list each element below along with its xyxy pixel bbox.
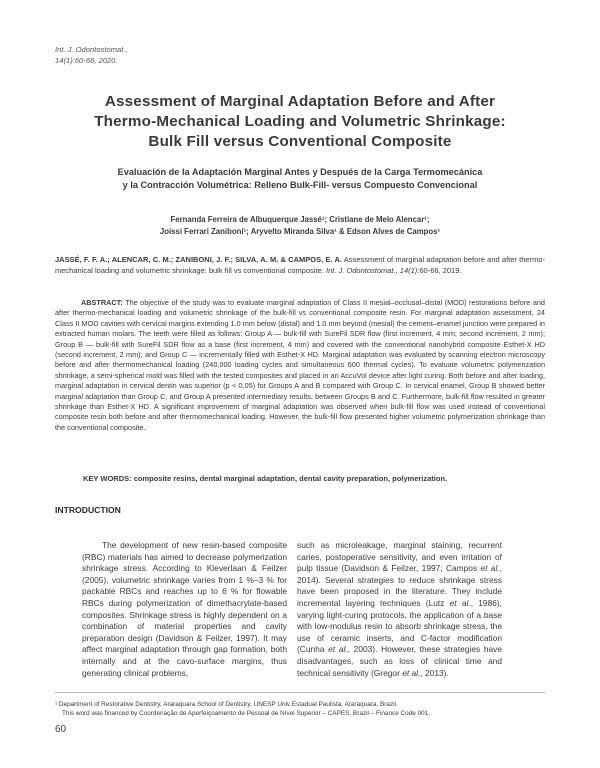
spanish-title-line-1: Evaluación de la Adaptación Marginal Antes y Después de la Carga Termomecánica [117,167,483,177]
keywords-text: composite resins, dental marginal adaptation, dental cavity preparation, polymerization. [131,474,448,483]
citation-authors: JASSÉ, F. F. A.; ALENCAR, C. M.; ZANIBONI, J. F.; SILVA, A. M. & CAMPOS, E. A. [55,255,342,264]
journal-reference [55,44,128,66]
authors-line-1: Fernanda Ferreira de Albuquerque Jassé¹; Cristiane de Melo Alencar¹; [170,215,430,224]
spanish-title [80,166,520,192]
section-heading-introduction: INTRODUCTION [55,505,121,515]
title-line-3: Bulk Fill versus Conventional Composite [148,133,452,150]
introduction-right-column [297,540,502,679]
author-list [100,214,500,238]
article-title [60,92,540,152]
et-al-3: et al. [328,644,348,655]
title-line-2: Thermo-Mechanical Loading and Volumetric Shrinkage: [94,113,506,130]
abstract-label: ABSTRACT: [81,298,123,307]
citation [55,254,545,276]
keywords [55,473,545,484]
citation-pages: :60-66, 2019. [417,266,462,275]
intro-right-text-c: , 1986), varying light-curing protocols, the application of a base with low-modulus resin to absorb shrinkage stress, the use of ceramic inserts, and C-factor modification (Cunha [297,597,502,655]
footnote-affiliation: ¹ Department of Restorative Dentistry, Araraquara School of Dentistry, UNESP Univ Estadual Paulista, Araraquara, Brazil. [55,701,398,708]
et-al-4: et al. [402,667,421,678]
footnote-funding: This word was financed by Coordenação de Aperfeiçoamento de Pessoal de Nível Superior – CAPES, Brazil – Finance Code 001. [62,710,431,717]
abstract [55,298,545,433]
keywords-label: KEY WORDS: [83,474,132,483]
intro-right-text-b: , 2014). Several strategies to reduce shrinkage stress have been proposed in the literature. They include incremental layering techniques (Lutz [297,563,502,608]
citation-text: Assessment of marginal adaptation before and after thermo-mechanical loading and volumetric shrinkage: bulk fill vs conventional composite. [55,255,545,275]
et-al-1: et al. [480,563,500,574]
authors-line-2: Joissi Ferrari Zaniboni¹; Aryvelto Miranda Silva¹ & Edson Alves de Campos¹ [159,227,441,236]
citation-journal: Int. J. Odontostomat., 14(1) [325,266,418,275]
intro-right-text-e: , 2013). [420,667,449,678]
spanish-title-line-2: y la Contracción Volumétrica: Relleno Bulk-Fill- versus Compuesto Convencional [122,180,478,190]
introduction-left-column: The development of new resin-based composite (RBC) materials has aimed to decrease polymerization shrinkage stress. According to Kleverlaan & Feilzer (2005), volumetric shrinkage varies from 1 %–3 % for packable RBCs and reaches up to 6 % for flowable RBCs during polymerization of dimethacrylate-based composites. Shrinkage stress is highly dependent on a combination of material properties and cavity preparation design (Davidson & Feilzer, 1997). It may affect marginal adaptation through gap formation, both internally and at the cavo-surface margins, thus generating clinical problems, [82,540,287,678]
abstract-text: The objective of the study was to evaluate marginal adaptation of Class II mesial–occlusal–distal (MOD) restorations before and after thermo-mechanical loading and volumetric shrinkage of the bulk-fill vs conventional composite resin. For marginal adaptation assessment, 24 Class II MOD cavities with cervical margins extending 1.0 mm below (distal) and 1.0 mm beyond (mesial) the cement–enamel junction were prepared in extracted human molars. The teeth were filled as follows: Group A — bulk-fill with SureFil SDR flow (first increment, 4 mm; second increment, 2 mm); Group B — bulk-fill with SureFil SDR flow as a base (first increment, 4 mm) and covered with the conventional nanohybrid composite Esthet-X HD (second increment, 2 mm); and Group C — incrementally filled with Esthet-X HD. Marginal adaptation was evaluated by scanning electron microscopy before and after thermomechanical loading (240,000 loading cycles and simultaneous 600 thermal cycles). To evaluate volumetric polymerization shrinkage, a semi-spherical mold was filled with the tested composites and placed in an AccuVol device after light curing. Both before and after loading, marginal adaptation in cervical dentin was superior (p < 0.05) for Groups A and B compared with Group C. In cervical enamel, Group B showed better marginal adaptation than Group C, and Group A presented intermediary results, between Groups B and C. Furthermore, bulk-fill flow resulted in greater shrinkage than Esthet-X HD. A significant improvement of marginal adaptation was observed when bulk-fill flow was used instead of conventional composite resin both before and after thermomechanical loading. However, the bulk-fill flow presented higher volumetric polymerization shrinkage than the conventional composite. [55,298,545,432]
journal-name: Int. J. Odontostomat., [55,45,128,54]
et-al-2: et al. [449,597,471,608]
intro-right-text-d: , 2003). However, these strategies have disadvantages, such as loss of clinical time and technical sensitivity (Gregor [297,644,502,678]
title-line-1: Assessment of Marginal Adaptation Before and After [104,93,496,110]
footnote-divider [55,692,545,693]
intro-right-text-a: such as microleakage, marginal staining, recurrent caries, postoperative sensitivity, and even irritation of pulp tissue (Davidson & Feilzer, 1997; Campos [297,540,502,574]
page-number: 60 [55,724,67,735]
journal-issue: 14(1):60-66, 2020. [55,56,118,65]
